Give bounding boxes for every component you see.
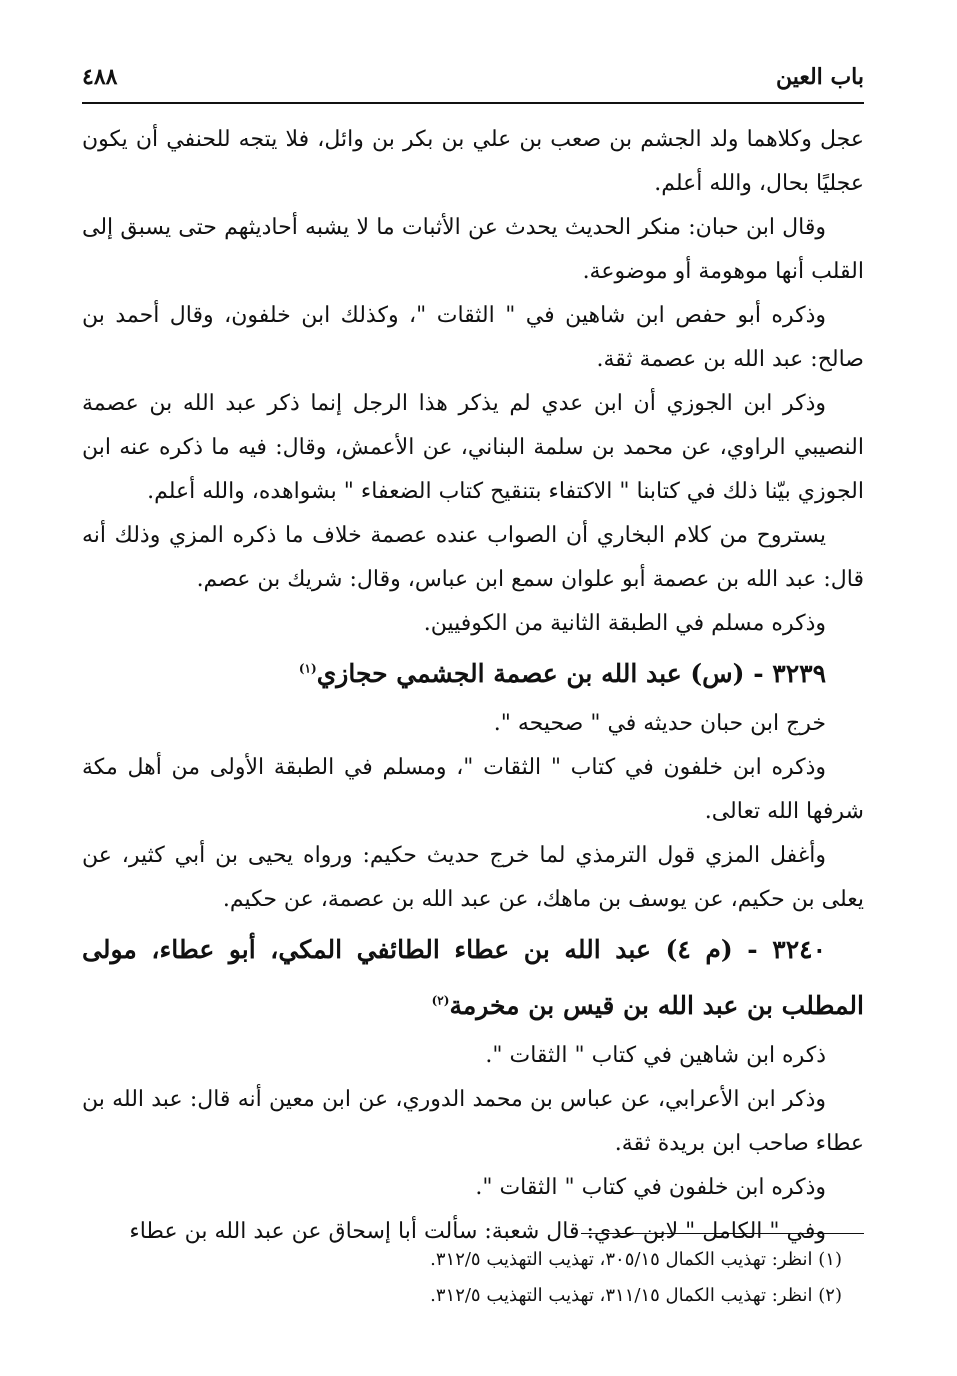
entry-heading — [82, 646, 864, 702]
paragraph: وفي " الكامل " لابن عدي: قال شعبة: سألت أبا إسحاق عن عبد الله بن عطاء — [129, 1219, 826, 1244]
footnote-ref: (٢) — [431, 993, 450, 1008]
paragraph: وذكره ابن خلفون في كتاب " الثقات ". — [475, 1175, 826, 1200]
running-header — [82, 58, 864, 104]
entry-heading-text: ٣٢٤٠ - (م ٤) عبد الله بن عطاء الطائفي المكي، أبو عطاء، مولى المطلب بن عبد الله بن قيس بن مخرمة — [82, 935, 864, 1020]
footnote-ref: (١) — [298, 661, 317, 676]
paragraph: وذكره مسلم في الطبقة الثانية من الكوفيين. — [423, 611, 826, 636]
paragraph: وذكر ابن الأعرابي، عن عباس بن محمد الدوري، عن ابن معين أنه قال: عبد الله بن عطاء صاحب ابن بريدة ثقة. — [82, 1087, 864, 1156]
entry-heading — [82, 922, 864, 1034]
paragraph: خرج ابن حبان حديثه في " صحيحه ". — [493, 711, 826, 736]
paragraph: وقال ابن حبان: منكر الحديث يحدث عن الأثبات ما لا يشبه أحاديثهم حتى يسبق إلى القلب أنها موهومة أو موضوعة. — [82, 215, 864, 284]
footnote-divider — [581, 1233, 864, 1234]
footnote: (٢) انظر: تهذيب الكمال ٣١١/١٥، تهذيب التهذيب ٣١٢/٥. — [430, 1285, 842, 1306]
footnote: (١) انظر: تهذيب الكمال ٣٠٥/١٥، تهذيب التهذيب ٣١٢/٥. — [430, 1249, 842, 1270]
paragraph: وأغفل المزي قول الترمذي لما خرج حديث حكيم: ورواه يحيى بن أبي كثير، عن يعلى بن حكيم، عن يوسف بن ماهك، عن عبد الله بن عصمة، عن حكيم. — [82, 843, 864, 912]
chapter-title: باب العين — [775, 64, 864, 90]
paragraph: يستروح من كلام البخاري أن الصواب عنده عصمة خلاف ما ذكره المزي وذلك أنه قال: عبد الله بن عصمة أبو علوان سمع ابن عباس، وقال: شريك بن عصم. — [82, 523, 864, 592]
entry-heading-text: ٣٢٣٩ - (س) عبد الله بن عصمة الجشمي حجازي — [316, 659, 826, 688]
page-number: ٤٨٨ — [82, 64, 118, 90]
paragraph: عجل وكلاهما ولد الجشم بن صعب بن علي بن بكر بن وائل، فلا يتجه للحنفي أن يكون عجليًا بحال، والله أعلم. — [82, 127, 864, 196]
main-text — [82, 118, 864, 1254]
footnotes — [82, 1242, 864, 1314]
paragraph: وذكر ابن الجوزي أن ابن عدي لم يذكر هذا الرجل إنما ذكر عبد الله بن عصمة النصيبي الراوي، عن محمد بن سلمة البناني، عن الأعمش، وقال: فيه ما ذكره عنه ابن الجوزي بيّنا ذلك في كتابنا " الاكتفاء بتنقيح كتاب الضعفاء " بشواهده، والله أعلم. — [82, 391, 864, 504]
paragraph: ذكره ابن شاهين في كتاب " الثقات ". — [485, 1043, 826, 1068]
paragraph: وذكره أبو حفص ابن شاهين في " الثقات "، وكذلك ابن خلفون، وقال أحمد بن صالح: عبد الله بن عصمة ثقة. — [82, 303, 864, 372]
paragraph: وذكره ابن خلفون في كتاب " الثقات "، ومسلم في الطبقة الأولى من أهل مكة شرفها الله تعالى. — [82, 755, 864, 824]
